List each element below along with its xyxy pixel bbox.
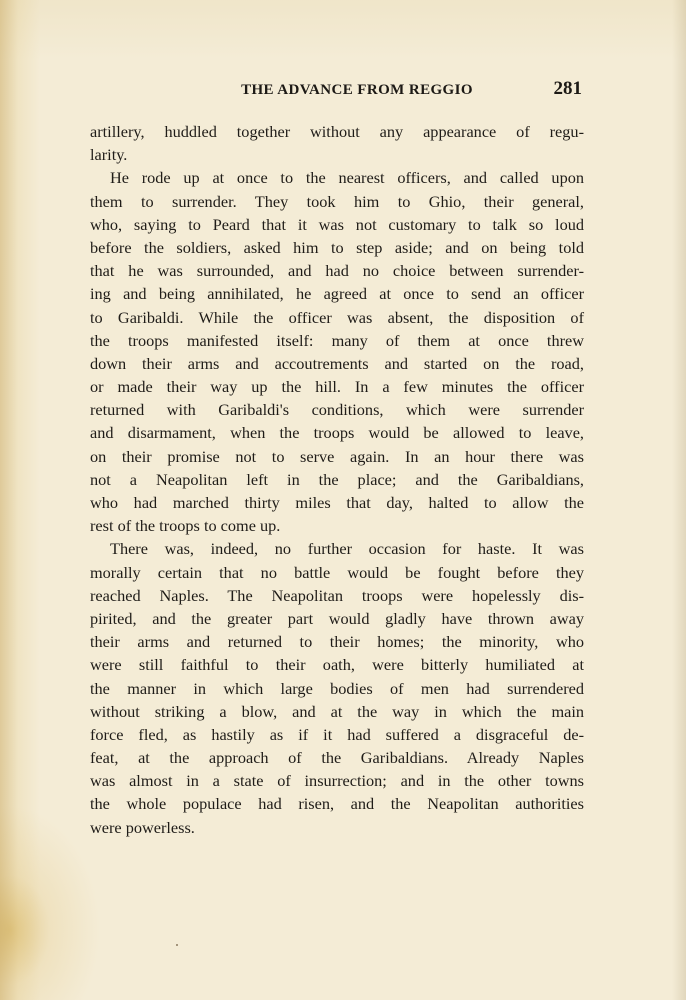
text-line: He rode up at once to the nearest officers, and called upon bbox=[110, 168, 584, 188]
text-line: artillery, huddled together without any appearance of regu- bbox=[90, 122, 584, 141]
paper-speck bbox=[176, 944, 178, 946]
page-header bbox=[90, 78, 584, 104]
paragraph bbox=[90, 166, 584, 537]
text-line: not a Neapolitan left in the place; and the Garibaldians, bbox=[90, 469, 584, 489]
text-line: before the soldiers, asked him to step aside; and on being told bbox=[90, 237, 584, 257]
text-line: were powerless. bbox=[90, 817, 195, 837]
text-line: who, saying to Peard that it was not customary to talk so loud bbox=[90, 214, 584, 234]
text-line: down their arms and accoutrements and started on the road, bbox=[90, 353, 584, 373]
text-line: them to surrender. They took him to Ghio, their general, bbox=[90, 191, 584, 211]
running-head: THE ADVANCE FROM REGGIO bbox=[241, 82, 473, 98]
text-line: or made their way up the hill. In a few minutes the officer bbox=[90, 377, 584, 397]
text-line: and disarmament, when the troops would be allowed to leave, bbox=[90, 423, 584, 443]
text-line: to Garibaldi. While the officer was absent, the disposition of bbox=[90, 307, 584, 327]
body-text bbox=[90, 120, 584, 839]
text-line: morally certain that no battle would be fought before they bbox=[90, 562, 584, 582]
text-line: force fled, as hastily as if it had suffered a disgraceful de- bbox=[90, 724, 584, 744]
text-line: feat, at the approach of the Garibaldians. Already Naples bbox=[90, 748, 584, 768]
text-line: the manner in which large bodies of men had surrendered bbox=[90, 678, 584, 698]
text-line: returned with Garibaldi's conditions, which were surrender bbox=[90, 400, 584, 420]
text-line: was almost in a state of insurrection; and in the other towns bbox=[90, 771, 584, 791]
paragraph bbox=[90, 537, 584, 838]
text-line: the whole populace had risen, and the Neapolitan authorities bbox=[90, 794, 584, 814]
text-line: the troops manifested itself: many of them at once threw bbox=[90, 330, 584, 350]
paragraph bbox=[90, 120, 584, 166]
text-line: were still faithful to their oath, were bitterly humiliated at bbox=[90, 655, 584, 675]
text-line: There was, indeed, no further occasion for haste. It was bbox=[110, 539, 584, 559]
text-line: larity. bbox=[90, 145, 128, 165]
text-line: rest of the troops to come up. bbox=[90, 516, 281, 536]
text-line: without striking a blow, and at the way in which the main bbox=[90, 701, 584, 721]
text-line: their arms and returned to their homes; the minority, who bbox=[90, 632, 584, 652]
text-line: on their promise not to serve again. In an hour there was bbox=[90, 446, 584, 466]
page-number: 281 bbox=[553, 78, 582, 99]
text-line: pirited, and the greater part would gladly have thrown away bbox=[90, 608, 584, 628]
text-line: that he was surrounded, and had no choice between surrender- bbox=[90, 261, 584, 281]
text-line: reached Naples. The Neapolitan troops were hopelessly dis- bbox=[90, 585, 584, 605]
text-line: ing and being annihilated, he agreed at once to send an officer bbox=[90, 284, 584, 304]
text-line: who had marched thirty miles that day, halted to allow the bbox=[90, 493, 584, 512]
